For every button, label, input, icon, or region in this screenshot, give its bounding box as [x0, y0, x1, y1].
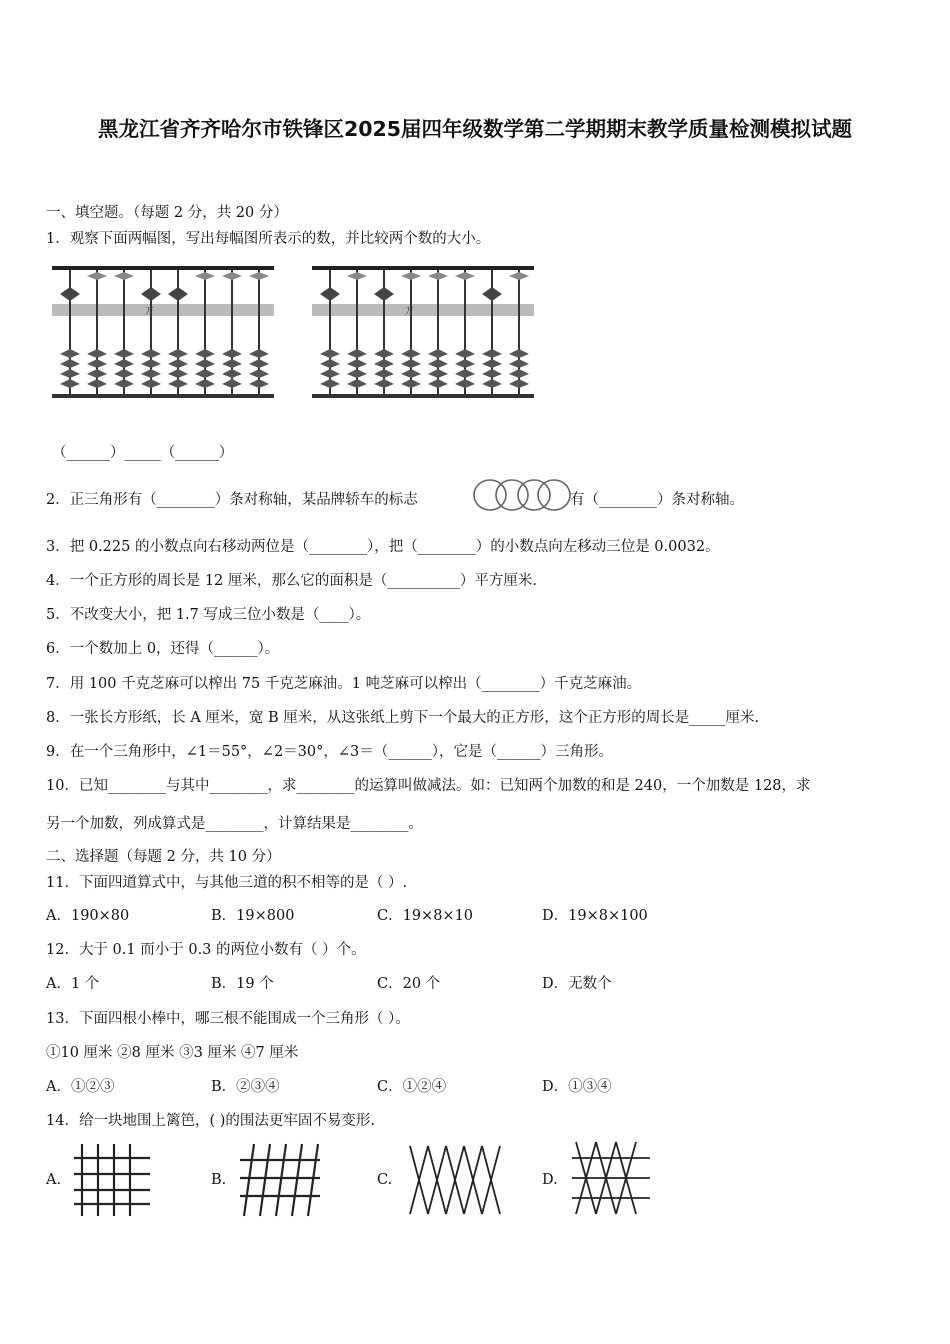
question-13-option-a: A．①②③ — [46, 1079, 115, 1095]
question-14-option-d-label: D. — [542, 1172, 558, 1188]
question-5: 5．不改变大小，把 1.7 写成三位小数是（____）。 — [46, 607, 371, 623]
question-12-option-c: C．20 个 — [377, 976, 441, 992]
question-14: 14．给一块地围上篱笆，( )的围法更牢固不易变形. — [46, 1113, 375, 1129]
question-7: 7．用 100 千克芝麻可以榨出 75 千克芝麻油。1 吨芝麻可以榨出（________）千克芝麻油。 — [46, 676, 642, 692]
question-10-line-2: 另一个加数，列成算式是________，计算结果是________。 — [46, 816, 423, 832]
fence-grid-image — [72, 1142, 152, 1218]
question-10-line-1: 10．已知________与其中________，求________的运算叫做减法。如：已知两个加数的和是 240，一个加数是 128，求 — [46, 778, 811, 794]
section-choice-heading: 二、选择题（每题 2 分，共 10 分） — [46, 849, 281, 865]
question-9: 9．在一个三角形中，∠1＝55°，∠2＝30°，∠3＝（______），它是（______）三角形。 — [46, 744, 613, 760]
question-13: 13．下面四根小棒中，哪三根不能围成一个三角形（ ）。 — [46, 1011, 410, 1027]
fence-crisscross-image — [406, 1142, 506, 1218]
question-11-option-c: C．19×8×10 — [377, 908, 474, 924]
question-12: 12．大于 0.1 而小于 0.3 的两位小数有（ ）个。 — [46, 942, 366, 958]
question-11-option-a: A．190×80 — [46, 908, 130, 924]
fence-slanted-grid-image — [238, 1142, 322, 1218]
abacus-right-label: 万 — [405, 307, 415, 317]
abacus-left-label: 万 — [145, 307, 155, 317]
question-11-option-b: B．19×800 — [211, 908, 295, 924]
question-13-sticks: ①10 厘米 ②8 厘米 ③3 厘米 ④7 厘米 — [46, 1045, 299, 1061]
question-13-option-d: D．①③④ — [542, 1079, 612, 1095]
section-fill-blank-heading: 一、填空题。（每题 2 分，共 20 分） — [46, 205, 288, 221]
question-14-option-b-label: B. — [211, 1172, 227, 1188]
question-2-part-b: 有（________）条对称轴。 — [570, 492, 744, 508]
question-6: 6．一个数加上 0，还得（______）。 — [46, 641, 280, 657]
question-12-option-a: A．1 个 — [46, 976, 100, 992]
question-11-option-d: D．19×8×100 — [542, 908, 648, 924]
question-13-option-b: B．②③④ — [211, 1079, 280, 1095]
question-14-option-a-label: A. — [46, 1172, 62, 1188]
question-14-option-c-label: C. — [377, 1172, 393, 1188]
question-3: 3．把 0.225 的小数点向右移动两位是（________），把（________）的小数点向左移动三位是 0.0032。 — [46, 539, 720, 555]
question-2-part-a: 2．正三角形有（________）条对称轴，某品牌轿车的标志 — [46, 492, 418, 508]
car-logo-rings-image — [472, 478, 572, 512]
question-12-option-d: D．无数个 — [542, 976, 612, 992]
abacus-left-image — [52, 262, 278, 402]
question-12-option-b: B．19 个 — [211, 976, 274, 992]
question-13-option-c: C．①②④ — [377, 1079, 447, 1095]
question-1: 1．观察下面两幅图，写出每幅图所表示的数，并比较两个数的大小。 — [46, 231, 491, 247]
question-1-answer-blanks: （______）_____（______） — [52, 445, 234, 461]
fence-crisscross-with-bars-image — [570, 1138, 652, 1218]
page-title: 黑龙江省齐齐哈尔市铁锋区2025届四年级数学第二学期期末教学质量检测模拟试题 — [97, 117, 853, 141]
question-8: 8．一张长方形纸，长 A 厘米，宽 B 厘米，从这张纸上剪下一个最大的正方形，这个正方形的周长是_____厘米. — [46, 710, 760, 726]
abacus-right-image — [312, 262, 538, 402]
question-11: 11．下面四道算式中，与其他三道的积不相等的是（ ）. — [46, 875, 408, 891]
question-4: 4．一个正方形的周长是 12 厘米，那么它的面积是（__________）平方厘米. — [46, 573, 538, 589]
